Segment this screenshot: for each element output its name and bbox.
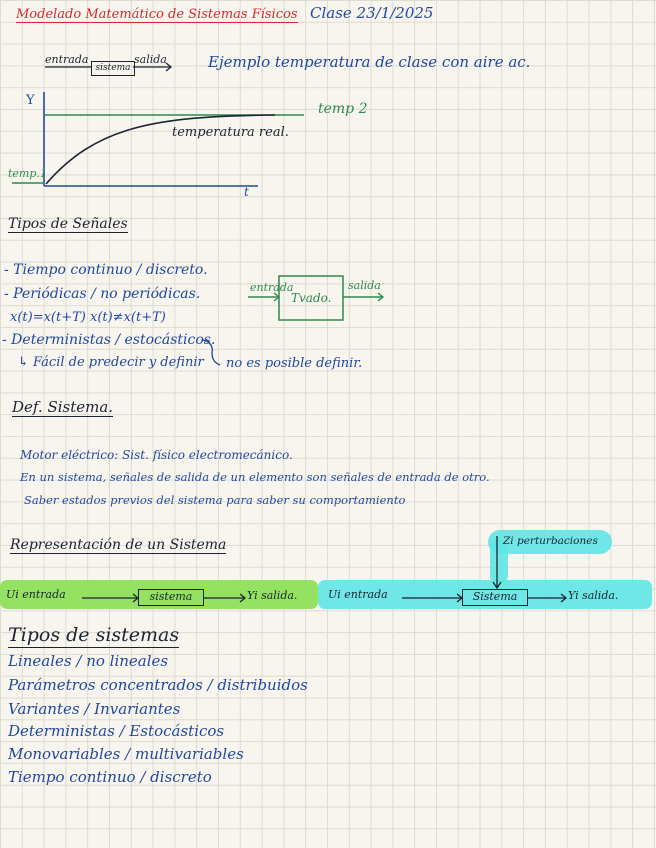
intro-box-label: sistema (95, 63, 131, 73)
rep-left-box-label: sistema (149, 590, 193, 603)
signal-diagram-box: Tvado. (291, 291, 332, 305)
rep-right-box-label: Sistema (472, 590, 518, 603)
system-def-line-1: En un sistema, señales de salida de un elemento son señales de entrada de otro. (20, 470, 490, 484)
signals-item-0: - Tiempo continuo / discreto. (4, 262, 208, 278)
system-types-item-3: Deterministas / Estocásticos (8, 722, 225, 740)
date-label: Clase 23/1/2025 (310, 4, 434, 22)
rep-disturbance-label: Zi perturbaciones (503, 535, 598, 547)
system-def-heading: Def. Sistema. (12, 398, 114, 416)
graph-y-label: Y (26, 93, 35, 108)
system-types-item-2: Variantes / Invariantes (8, 700, 181, 718)
rep-left-box (138, 589, 204, 606)
system-types-item-1: Parámetros concentrados / distribuidos (8, 676, 308, 694)
rep-right-box (462, 589, 528, 606)
rep-left-input: Ui entrada (6, 588, 66, 601)
representation-heading: Representación de un Sistema (10, 537, 227, 553)
intro-output-label: salida (134, 53, 167, 66)
signal-diagram-input: entrada (250, 281, 294, 294)
rep-right-input: Ui entrada (328, 588, 388, 601)
page-title: Modelado Matemático de Sistemas Físicos (16, 7, 298, 22)
rep-right-output: Yi salida. (568, 589, 619, 602)
system-def-line-0: Motor eléctrico: Sist. físico electromecánico. (20, 448, 293, 462)
intro-example: Ejemplo temperatura de clase con aire ac. (208, 53, 531, 71)
intro-input-label: entrada (45, 53, 89, 66)
signals-item-4: ↳ Fácil de predecir y definir (18, 355, 204, 370)
system-types-item-5: Tiempo continuo / discreto (8, 768, 212, 786)
signals-item-3: - Deterministas / estocásticos. (2, 332, 216, 348)
graph-x-label: t (244, 185, 249, 199)
signals-item-1: - Periódicas / no periódicas. (4, 286, 201, 302)
rep-left-output: Yi salida. (247, 589, 298, 602)
graph-curve-label: temperatura real. (172, 125, 289, 140)
system-types-heading: Tipos de sistemas (8, 624, 180, 646)
system-types-item-4: Monovariables / multivariables (8, 745, 244, 763)
system-types-item-0: Lineales / no lineales (8, 652, 169, 670)
signals-heading: Tipos de Señales (8, 216, 128, 232)
signals-item-2: x(t)=x(t+T) x(t)≠x(t+T) (10, 310, 166, 325)
system-def-line-2: Saber estados previos del sistema para saber su comportamiento (24, 493, 406, 507)
graph-temp1-label: temp.1 (8, 167, 47, 180)
graph-temp2-label: temp 2 (318, 101, 368, 117)
signal-diagram-output: salida (348, 279, 381, 292)
signals-item-5: no es posible definir. (226, 356, 363, 371)
